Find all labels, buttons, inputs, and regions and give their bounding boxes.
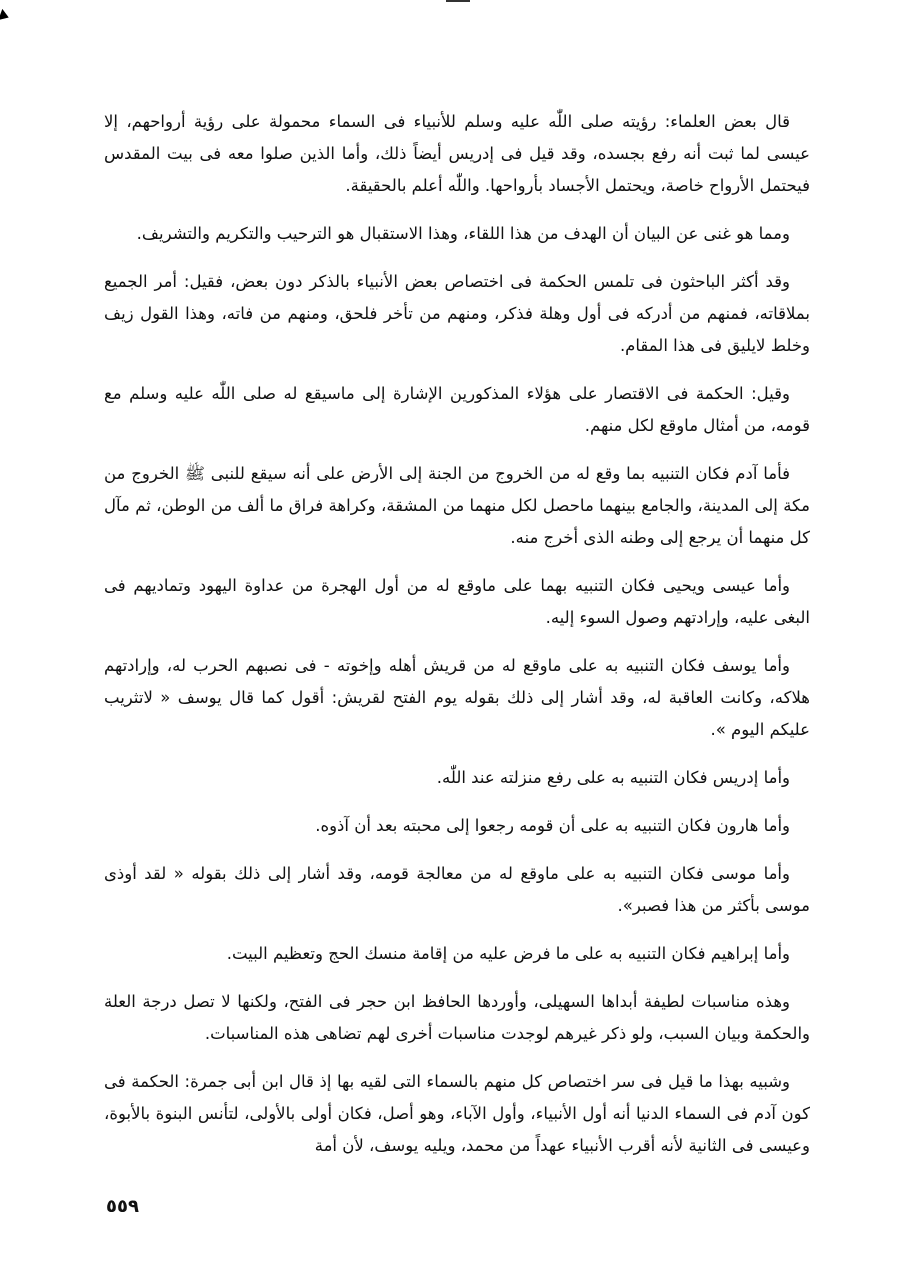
paragraph-3: وقد أكثر الباحثون فى تلمس الحكمة فى اختصاص بعض الأنبياء بالذكر دون بعض، فقيل: أمر الجميع بملاقاته، فمنهم من أدركه فى أول وهلة فذكر، ومنهم من تأخر فلحق، ومنهم من فاته، وهذا القول زيف وخلط لايليق فى هذا المقام. (104, 272, 810, 355)
paragraph-1: قال بعض العلماء: رؤيته صلى اللّٰه عليه وسلم للأنبياء فى السماء محمولة على رؤية أرواحهم، إلا عيسى لما ثبت أنه رفع بجسده، وقد قيل فى إدريس أيضاً ذلك، وأما الذين صلوا معه فى بيت المقدس فيحتمل الأرواح خاصة، ويحتمل الأجساد بأرواحها. واللّٰه أعلم بالحقيقة. (104, 112, 810, 195)
paragraph-7: وأما يوسف فكان التنبيه به على ماوقع له من قريش أهله وإخوته - فى نصبهم الحرب له، وإرادتهم هلاكه، وكانت العاقبة له، وقد أشار إلى ذلك بقوله يوم الفتح لقريش: أقول كما قال يوسف « لاتثريب عليكم اليوم ». (104, 656, 810, 739)
paragraph-5: فأما آدم فكان التنبيه بما وقع له من الخروج من الجنة إلى الأرض على أنه سيقع للنبى ﷺ الخروج من مكة إلى المدينة، والجامع بينهما ماحصل لكل منهما من المشقة، وكراهة فراق ما ألف من الوطن، ثم مآل كل منهما أن يرجع إلى وطنه الذى أخرج منه. (104, 464, 810, 547)
paragraph-13: وشبيه بهذا ما قيل فى سر اختصاص كل منهم بالسماء التى لقيه بها إذ قال ابن أبى جمرة: الحكمة فى كون آدم فى السماء الدنيا أنه أول الأنبياء، وأول الآباء، وهو أصل، فكان أولى بالأولى، لتأنس البنوة بالأبوة، وعيسى فى الثانية لأنه أقرب الأنبياء عهداً من محمد، ويليه يوسف، لأن أمة (104, 1072, 810, 1155)
paragraph-4: وقيل: الحكمة فى الاقتصار على هؤلاء المذكورين الإشارة إلى ماسيقع له صلى اللّٰه عليه وسلم مع قومه، من أمثال ماوقع لكل منهم. (104, 384, 810, 435)
page-number: ٥٥٩ (106, 1196, 139, 1217)
scan-corner-mark (0, 9, 11, 23)
paragraph-9: وأما هارون فكان التنبيه به على أن قومه رجعوا إلى محبته بعد أن آذوه. (315, 816, 790, 835)
body-text (104, 106, 810, 1162)
paragraph-12: وهذه مناسبات لطيفة أبداها السهيلى، وأوردها الحافظ ابن حجر فى الفتح، ولكنها لا تصل درجة العلة والحكمة وبيان السبب، ولو ذكر غيرهم لوجدت مناسبات أخرى لهم تضاهى هذه المناسبات. (104, 992, 810, 1043)
paragraph-6: وأما عيسى ويحيى فكان التنبيه بهما على ماوقع له من أول الهجرة من عداوة اليهود وتماديهم فى البغى عليه، وإرادتهم وصول السوء إليه. (104, 576, 810, 627)
paragraph-8: وأما إدريس فكان التنبيه به على رفع منزلته عند اللّٰه. (436, 768, 790, 787)
paragraph-2: ومما هو غنى عن البيان أن الهدف من هذا اللقاء، وهذا الاستقبال هو الترحيب والتكريم والتشريف. (136, 224, 790, 243)
paragraph-10: وأما موسى فكان التنبيه به على ماوقع له من معالجة قومه، وقد أشار إلى ذلك بقوله « لقد أوذى موسى بأكثر من هذا فصبر». (104, 864, 810, 915)
top-margin-mark (446, 0, 470, 2)
paragraph-11: وأما إبراهيم فكان التنبيه به على ما فرض عليه من إقامة منسك الحج وتعظيم البيت. (226, 944, 790, 963)
